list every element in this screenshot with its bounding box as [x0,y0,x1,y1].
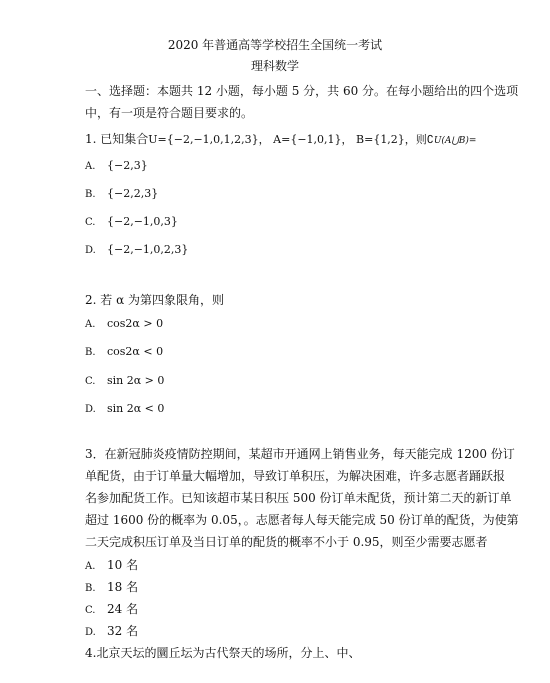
q2-option-a[interactable] [85,316,163,330]
q1-option-a-letter: A. [85,161,96,172]
q1-option-b[interactable] [85,186,158,200]
q3-option-c-value: 24 名 [107,602,139,616]
q2-option-c-letter: C. [85,376,96,387]
q3-option-a-letter: A. [85,561,96,572]
q2-option-a-value: cos2α > 0 [107,317,164,330]
q2-option-a-letter: A. [85,319,96,330]
q1-option-c[interactable] [85,214,178,228]
section-instructions-line-2: 中，有一项是符合题目要求的。 [85,106,254,120]
q1-option-d-letter: D. [85,245,96,256]
q1-option-c-value: {−2,−1,0,3} [107,215,178,228]
section-instructions-line-1: 一、选择题：本题共 12 小题，每小题 5 分，共 60 分。在每小题给出的四个选项 [85,84,519,98]
q3-option-b-value: 18 名 [107,580,139,594]
q3-option-b[interactable] [85,578,138,595]
q1-expression: U(A⋃B)= [433,136,477,146]
q3-option-d-letter: D. [85,627,96,638]
exam-title: 2020 年普通高等学校招生全国统一考试 [167,38,383,52]
q1-prefix: 1. 已知集合 [85,132,149,146]
q3-stem-line-3: 名参加配货工作。已知该超市某日积压 500 份订单未配货，预计第二天的新订单 [85,491,512,505]
q4-stem: 4.北京天坛的圜丘坛为古代祭天的场所，分上、中、 [85,646,361,660]
q1-option-a[interactable] [85,158,148,172]
q1-sets: U={−2,−1,0,1,2,3}， A={−1,0,1}， B={1,2}，则∁ [148,133,434,146]
q1-option-d-value: {−2,−1,0,2,3} [107,243,189,256]
q1-option-b-value: {−2,2,3} [107,187,159,200]
q1-option-c-letter: C. [85,217,96,228]
q2-stem: 2. 若 α 为第四象限角，则 [85,293,224,307]
q1-stem [85,130,476,147]
q1-option-a-value: {−2,3} [107,159,148,172]
q3-option-a[interactable] [85,556,138,573]
q3-stem-line-2: 单配货，由于订单量大幅增加，导致订单积压，为解决困难，许多志愿者踊跃报 [85,469,506,483]
q3-stem [85,443,525,553]
exam-subtitle: 理科数学 [250,59,299,73]
q3-stem-line-1: 3．在新冠肺炎疫情防控期间，某超市开通网上销售业务，每天能完成 1200 份订 [85,447,515,461]
q3-option-d-value: 32 名 [107,624,139,638]
q3-stem-line-4: 超过 1600 份的概率为 0.05，。志愿者每人每天能完成 50 份订单的配货，为使第 [85,513,519,527]
q2-option-d[interactable] [85,401,164,415]
q3-stem-line-5: 二天完成积压订单及当日订单的配货的概率不小于 0.95，则至少需要志愿者 [85,535,488,549]
q2-option-c-value: sin 2α > 0 [107,374,165,387]
q1-option-d[interactable] [85,242,188,256]
q3-option-c[interactable] [85,600,138,617]
q3-option-c-letter: C. [85,605,96,616]
q2-option-d-value: sin 2α < 0 [107,402,165,415]
q2-option-d-letter: D. [85,404,96,415]
q2-option-b-value: cos2α < 0 [107,345,164,358]
q3-option-b-letter: B. [85,583,96,594]
q3-option-a-value: 10 名 [107,558,139,572]
q2-option-b-letter: B. [85,347,96,358]
q2-option-b[interactable] [85,344,163,358]
q1-option-b-letter: B. [85,189,96,200]
q3-option-d[interactable] [85,622,138,639]
q2-option-c[interactable] [85,373,164,387]
